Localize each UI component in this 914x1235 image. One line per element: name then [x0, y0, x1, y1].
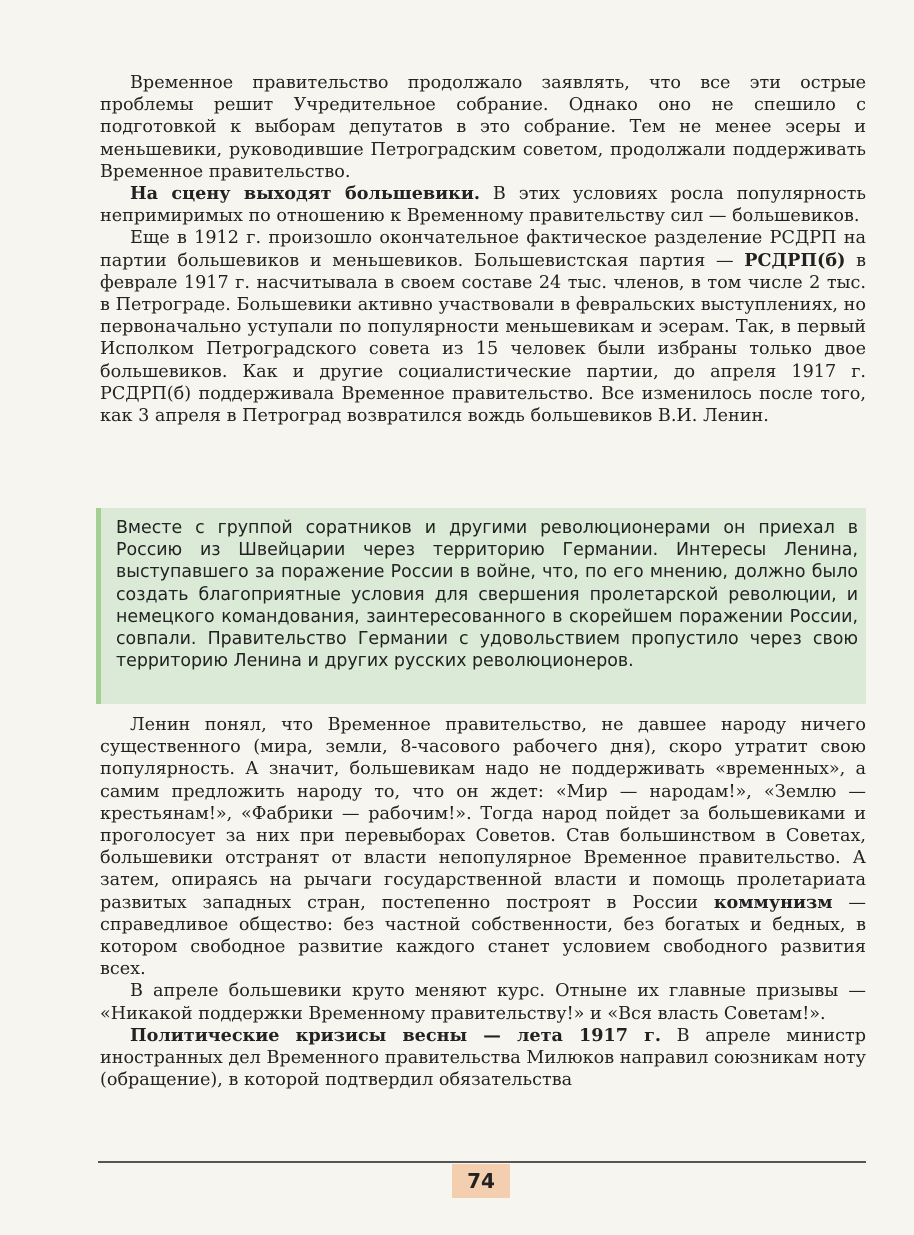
- paragraph-lenin-plan: Ленин понял, что Временное правительство, не давшее народу ничего существенного (мира, земли, 8-часового рабочего дня), скоро утратит свою популярность. А значит, большевикам надо не поддерживать «временных», а самим предложить народу то, что он ждет: «Мир — народам!», «Землю — крестьянам!», «Фабрики — рабочим!». Тогда народ пойдет за большевиками и проголосует за них при перевыборах Советов. Став большинством в Советах, большевики отстранят от власти непопулярное Временное правительство. А затем, опираясь на рычаги государственной власти и помощь пролетариата развитых западных стран, постепенно построят в России коммунизм — справедливое общество: без частной собственности, без богатых и бедных, в котором свободное развитие каждого станет условием свободного развития всех.: [100, 715, 867, 980]
- paragraph-political-crises: Политические кризисы весны — лета 1917 г. В апреле министр иностранных дел Временного правительства Милюков направил союзникам ноту (обращение), в которой подтвердил обязательства: [100, 1024, 866, 1091]
- text-block-top: [100, 72, 866, 427]
- term-rsdrp-b: РСДРП(б): [744, 249, 846, 271]
- text-block-bottom: [100, 714, 866, 1091]
- section-heading-bolsheviks: На сцену выходят большевики.: [130, 183, 481, 205]
- paragraph-rsdrp-split: Еще в 1912 г. произошло окончательное фактическое разделение РСДРП на партии большевиков и меньшевиков. Большевистская партия — РСДРП(б) в феврале 1917 г. насчитывала в своем составе 24 тыс. членов, в том числе 2 тыс. в Петрограде. Большевики активно участвовали в февральских выступлениях, но первоначально уступали по популярности меньшевикам и эсерам. Так, в первый Исполком Петроградского совета из 15 человек были избраны только двое большевиков. Как и другие социалистические партии, до апреля 1917 г. РСДРП(б) поддерживала Временное правительство. Все изменилось после того, как 3 апреля в Петроград возвратился вождь большевиков В.И. Ленин.: [100, 228, 867, 427]
- paragraph-provisional-government: Временное правительство продолжало заявлять, что все эти острые проблемы решит Учредительное собрание. Однако оно не спешило с подготовкой к выборам депутатов в это собрание. Тем не менее эсеры и меньшевики, руководившие Петроградским советом, продолжали поддерживать Временное правительство.: [100, 73, 866, 182]
- paragraph-bolsheviks-enter: На сцену выходят большевики. В этих условиях росла популярность непримиримых по отношению к Временному правительству сил — большевиков.: [100, 183, 866, 227]
- page-number: 74: [452, 1164, 510, 1198]
- term-communism: коммунизм: [713, 891, 833, 913]
- highlight-box-text: Вместе с группой соратников и другими революционерами он приехал в Россию из Швейцарии через территорию Германии. Интересы Ленина, выступавшего за поражение России в войне, что, по его мнению, должно было создать благоприятные условия для свершения пролетарской революции, и немецкого командования, заинтересованного в скорейшем поражении России, совпали. Правительство Германии с удовольствием пропустило через свою территорию Ленина и других русских революционеров.: [116, 518, 858, 672]
- highlight-box-lenin-return: [96, 508, 866, 704]
- footer-divider: [98, 1161, 866, 1163]
- section-heading-crises: Политические кризисы весны — лета 1917 г.: [130, 1024, 662, 1046]
- paragraph-april-course: В апреле большевики круто меняют курс. Отныне их главные призывы — «Никакой поддержки Временному правительству!» и «Вся власть Советам!».: [100, 981, 866, 1024]
